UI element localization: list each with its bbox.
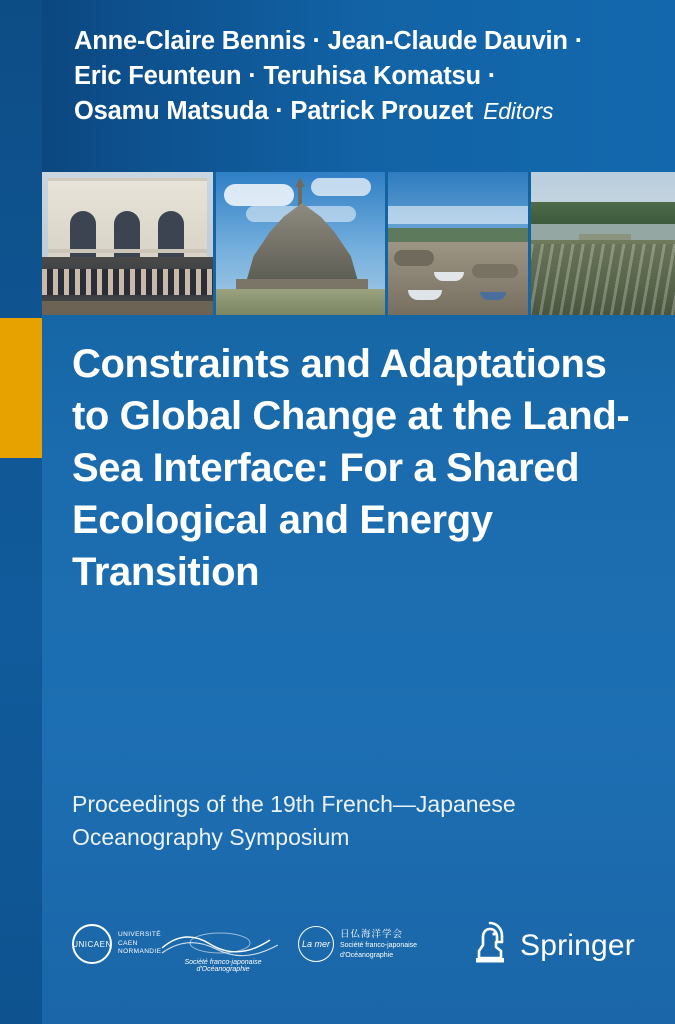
editors-block [74,24,635,130]
cover-photo-strip [42,172,675,315]
book-subtitle: Proceedings of the 19th French—Japanese Oceanography Symposium [72,791,516,851]
lamer-logo [298,926,417,962]
photo-rocky-shore-boats [388,172,527,315]
unicaen-logo-text: UNIVERSITÉ CAEN NORMANDIE [118,930,162,956]
lamer-french-name-line2: d'Océanographie [340,951,394,959]
editors-line-3: Osamu Matsuda · Patrick Prouzet [74,97,474,126]
lamer-seal-icon [298,926,334,962]
cover-left-strip [0,0,42,1024]
springer-logo [470,920,635,971]
sfjo-logo-text: Société franco-japonaise d'Océanographie [184,959,262,973]
unicaen-logo [72,924,161,964]
photo-oyster-beds-mudflat [531,172,675,315]
unicaen-seal-icon [72,924,112,964]
photo-mont-saint-michel [216,172,385,315]
accent-bar [0,318,42,458]
editors-line-3-wrap [74,94,635,129]
springer-wordmark: Springer [520,928,635,962]
editors-role-label: Editors [483,98,554,125]
photo-group-photo-building [42,172,213,315]
springer-knight-icon [470,920,510,971]
logo-row [72,916,635,978]
editors-line-2: Eric Feunteun · Teruhisa Komatsu · [74,62,497,91]
sfjo-wave-icon [160,928,286,958]
sfjo-logo [160,928,286,973]
lamer-seal-label: La mer [301,939,330,949]
lamer-french-name-line1: Société franco-japonaise [340,941,418,949]
lamer-logo-text [340,928,417,961]
unicaen-seal-label: UNICAEN [72,939,112,949]
lamer-japanese-name: 日仏海洋学会 [340,928,404,940]
book-title: Constraints and Adaptations to Global Change at the Land-Sea Interface: For a Shared Ecological and Energy Transition [72,342,630,594]
editors-line-1: Anne-Claire Bennis · Jean-Claude Dauvin · [74,27,583,55]
